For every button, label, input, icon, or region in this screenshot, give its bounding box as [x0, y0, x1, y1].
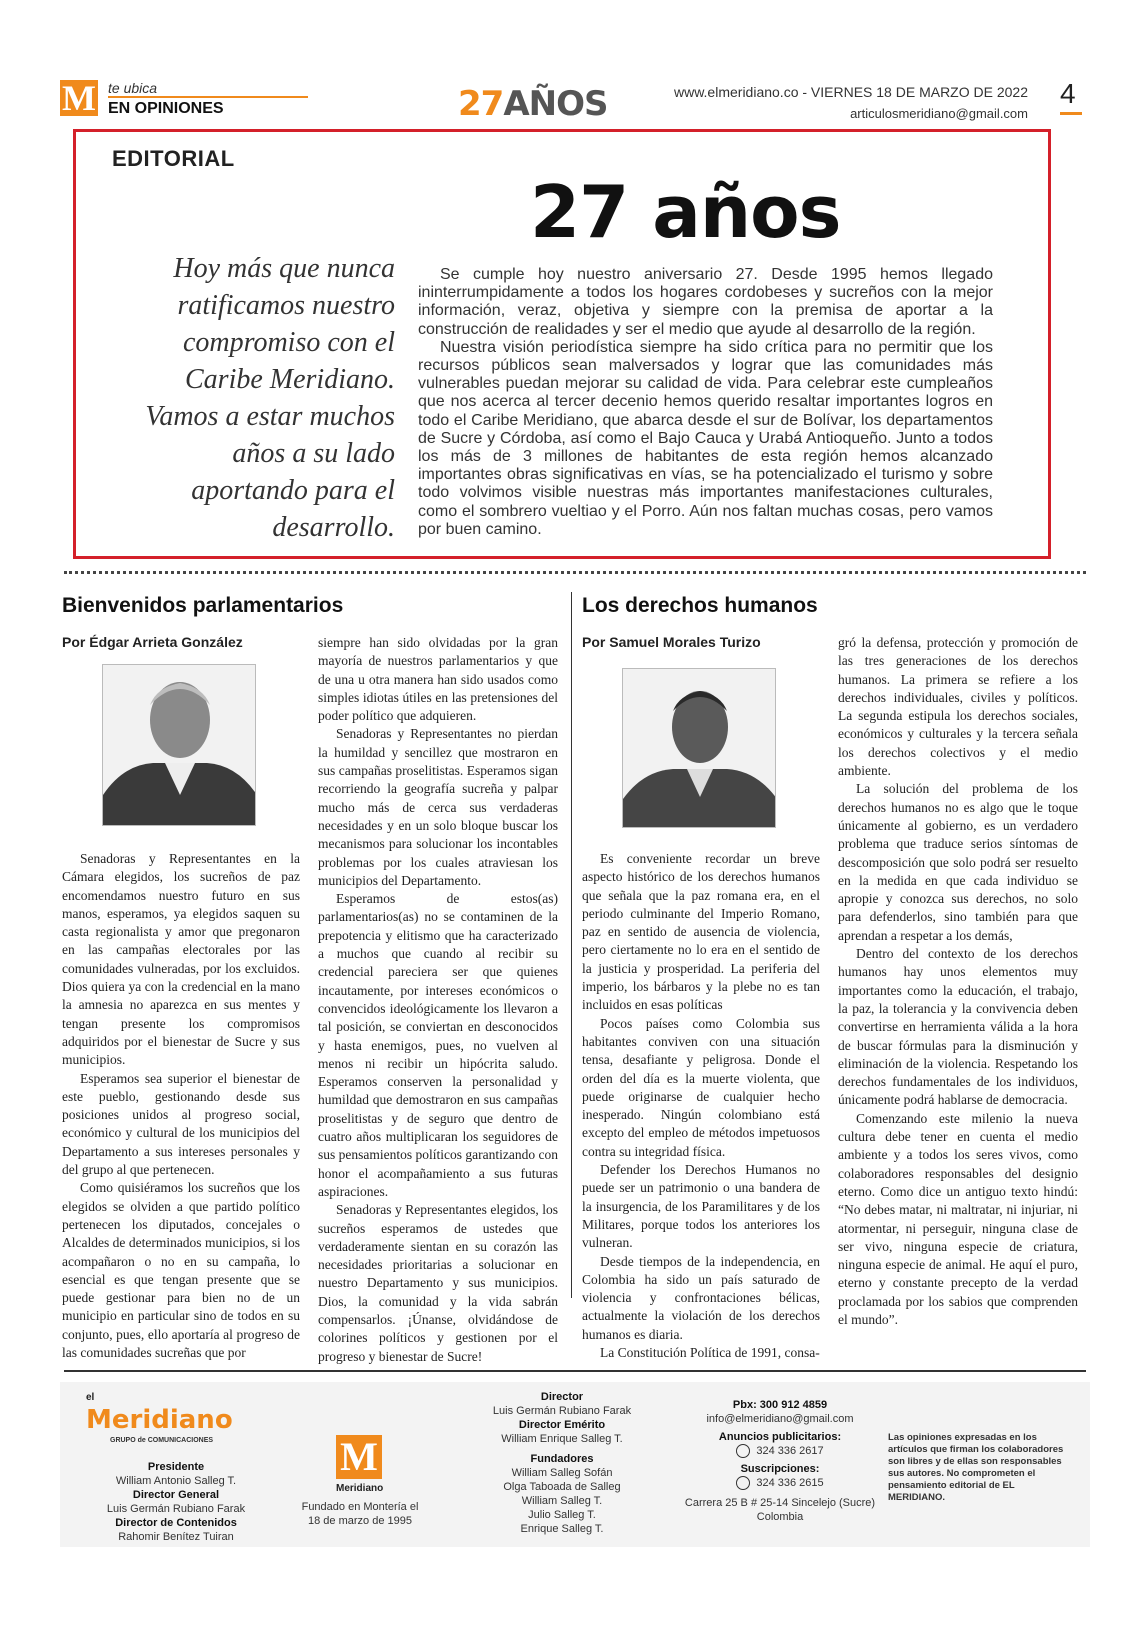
column-divider [571, 592, 572, 1298]
section-label: EN OPINIONES [108, 100, 224, 117]
staff-role: Presidente [147, 1461, 205, 1473]
article-paragraph: Como quisiéramos los sucreños que los elegidos se olviden a que partido político pertenecen los diputados, concejales o Alcaldes de determinados municipios, si los acompañaron o no en su campaña, lo esencial es que tengan presente que se puede gestionar para bien no de un municipio en particular sino de todos en su conjunto, pues, ello aportaría al progreso de las comunidades sucreñas que por [62, 1180, 300, 1361]
article-byline: Por Samuel Morales Turizo [582, 634, 761, 650]
staff-name: William Antonio Salleg T. [115, 1475, 237, 1487]
editorial-body [418, 266, 993, 539]
article-paragraph: Esperamos sea superior el bienestar de este pueblo, gestionando desde sus posiciones unidos al progreso social, económico y cultural de los municipios del Departamento a sus intereses personales y del grupo al que pertenecen. [62, 1070, 300, 1178]
subs-phone[interactable]: 324 336 2615 [756, 1477, 824, 1490]
header-rule [108, 96, 308, 98]
article-title: Los derechos humanos [582, 594, 818, 617]
founder-name: Olga Taboada de Salleg [503, 1481, 621, 1493]
page-number-rule [1060, 112, 1082, 115]
article-paragraph: Senadoras y Representantes en la Cámara elegidos, los sucreños de paz encomendamos nuestro futuro en sus manos, esperamos, ya elegidos saquen su casta regionalista y amor que pregonaron en las campañas electorales por las comunidades vulneradas, por los excluidos. Dios quiera ya con la credencial en la mano la amnesia no aparezca en sus mentes y tengan presente los compromisos adquiridos por el bienestar de Sucre y sus municipios. [62, 851, 300, 1068]
article-paragraph: Senadoras y Representantes no pierdan la humildad y sencillez que mostraron en sus campañas proselitistas. Esperamos sigan recorriendo la geografía sucreña y palpar mucho más de cerca sus verdaderas necesidades y en un solo bloque buscar los mecanismos para solucionar los incontables problemas por los cuales atraviesan los municipios del Departamento. [318, 726, 558, 888]
staff-role: Director General [132, 1489, 220, 1501]
anniversary-logo [458, 84, 608, 124]
footer-logo-subtitle: GRUPO de COMUNICACIONES [110, 1437, 214, 1444]
article-paragraph: Pocos países como Colombia sus habitantes conviven con una situación tensa, desafiante y peligrosa. Donde el orden del día es la muerte violenta, que puede originarse de cualquier hecho inesperado. Ningún colombiano está excepto del empleo de métodos impetuosos contra su integridad física. [582, 1015, 820, 1159]
founders-role: Fundadores [530, 1453, 594, 1465]
footer-staff-left [76, 1460, 276, 1544]
founder-name: Enrique Salleg T. [520, 1523, 604, 1535]
emeritus-role: Director Emérito [518, 1419, 606, 1431]
ads-label: Anuncios publicitarios: [718, 1431, 842, 1443]
subs-label: Suscripciones: [740, 1463, 820, 1476]
article-title: Bienvenidos parlamentarios [62, 594, 344, 617]
article-paragraph: Es conveniente recordar un breve aspecto histórico de los derechos humanos que señala que la paz romana era, en el periodo culminante del Imperio Romano, paz en sentido de ausencia de violencia, pero ciertamente no lo era en el sentido de la justicia y prosperidad. La periferia del imperio, los bárbaros y la plebe no es tan incluidos en esas políticas [582, 851, 820, 1013]
ads-phone[interactable]: 324 336 2617 [756, 1445, 824, 1457]
emeritus-name: William Enrique Salleg T. [501, 1433, 623, 1445]
contact-email[interactable]: articulosmeridiano@gmail.com [850, 106, 1028, 121]
article-paragraph: La solución del problema de los derechos humanos no es algo que le toque únicamente al gobierno, es un verdadero problema que traduce serios síntomas de descomposición que solo podrá ser resuelto en la medida en que cada individuo se apropie y conozca sus derechos, no solo para defenderlos, sino también para que aprendan a respetar a los demás, [838, 781, 1078, 943]
staff-name: Rahomir Benítez Tuiran [118, 1531, 234, 1543]
pbx-number[interactable]: Pbx: 300 912 4859 [732, 1399, 828, 1411]
editorial-paragraph: Se cumple hoy nuestro aniversario 27. Desde 1995 hemos llegado ininterrumpidamente a todos los hogares cordobeses y sucreños con la mejor información, veraz, objetiva y siempre con la premisa de aportar a la construcción de realidades y ser el medio que ayude al desarrollo de la región. [418, 266, 993, 338]
footer-logo-text: Meridiano [86, 1405, 233, 1435]
editorial-label: EDITORIAL [112, 146, 235, 171]
article-column [62, 850, 300, 1362]
article-paragraph: Defender los Derechos Humanos no puede ser un patrimonio o una bandera de la insurgencia, de los Paramilitares y de los Militares, porque todos los anteriores los vulneran. [582, 1162, 820, 1251]
footer-logo-article: el [86, 1392, 95, 1403]
article-column [582, 850, 820, 1362]
author-photo [102, 664, 256, 826]
footer-m-logo: M [336, 1435, 382, 1479]
footer-directors [472, 1390, 652, 1536]
article-paragraph: Comenzando este milenio la nueva cultura debe tener en cuenta el medio ambiente y a todos los seres vivos, como colaboradores responsables del designio eterno. Como dice un antiguo texto hindú: “No debes matar, ni maltratar, ni injuriar, ni atormentar, ni perseguir, ninguna clase de ser vivo, ninguna especie de criatura, ninguna especie de animal. He aquí el puro, eterno y constante precepto de la verdad proclamada por los sabios que comprenden el mundo”. [838, 1110, 1078, 1327]
article-paragraph: Senadoras y Representantes elegidos, los sucreños esperamos de ustedes que verdaderamente sientan en su corazón las necesidades prioritarias a solucionar en nuestro Departamento y sus municipios. Dios, la comunidad y la vida sabrán compensarlos. ¡Únanse, olvidándose de colorines políticos y gestionen por el progreso y bienestar de Sucre! [318, 1202, 558, 1364]
meridiano-logo: M [60, 80, 98, 116]
article-paragraph: Esperamos de estos(as) parlamentarios(as) no se contaminen de la prepotencia y elitismo que ha caracterizado a muchos que cuando al recibir su credencial pareciera ser que quienes incautamente, por intereses económicos o convencidos ideológicamente los llevaron a tal posición, se conviertan en desconocidos y hasta enemigos, pues, no vuelven al menos ni recibir un hipócrita saludo. Esperamos conserven la personalidad y humildad que demostraron en sus campañas proselitistas y de seguro que dentro de cuatro años multiplicaran los seguidores de sus pensamientos políticos garantizando con honor el acompañamiento a sus futuras aspiraciones. [318, 891, 558, 1199]
article-paragraph: Dentro del contexto de los derechos humanos hay unos elementos muy importantes como la educación, el trabajo, la paz, la tolerancia y la convivencia deben convertirse en herramienta válida a la hora de buscar fórmulas para la disminución y eliminación de la violencia. Respetando los derechos fundamentales de los individuos, únicamente podrá hablarse de democracia. [838, 946, 1078, 1108]
author-photo [622, 668, 776, 828]
founded-note: Fundado en Montería el 18 de marzo de 1995 [301, 1501, 419, 1527]
anniversary-number: 27 [458, 84, 504, 124]
article-paragraph: gró la defensa, protección y promoción de las tres generaciones de los derechos humanos. La primera se refiere a los derechos individuales, civiles y políticos. La segunda estipula los derechos sociales, económicos y culturales y la tercera señala los derechos colectivos y el medio ambiente. [838, 635, 1078, 779]
footer-m-logo-name: Meridiano [336, 1483, 384, 1494]
address: Carrera 25 B # 25-14 Sincelejo (Sucre) Colombia [684, 1497, 876, 1524]
info-email[interactable]: info@elmeridiano@gmail.com [706, 1413, 854, 1425]
page-number: 4 [1060, 78, 1076, 109]
article-paragraph: Desde tiempos de la independencia, en Colombia ha sido un país saturado de violencia y confrontaciones bélicas, actualmente la violación de los derechos humanos es diaria. [582, 1253, 820, 1342]
director-role: Director [540, 1391, 584, 1403]
editorial-title: 27 años [530, 170, 841, 254]
article-paragraph: siempre han sido olvidadas por la gran mayoría de nuestros parlamentarios y que de una u otra manera han sido usados como simples idiotas útiles en las pretensiones del poder político que adquieren. [318, 635, 558, 724]
dotted-divider [64, 571, 1086, 574]
footer-rule [64, 1370, 1086, 1372]
article-byline: Por Édgar Arrieta González [62, 634, 243, 650]
article-column [318, 634, 558, 1366]
footer-contact [680, 1398, 880, 1524]
anniversary-word: AÑOS [503, 84, 608, 124]
staff-role: Director de Contenidos [115, 1517, 237, 1529]
whatsapp-icon [736, 1476, 750, 1490]
whatsapp-icon [736, 1444, 750, 1458]
author-portrait-icon [623, 669, 776, 828]
site-date[interactable]: www.elmeridiano.co - VIERNES 18 DE MARZO DE 2022 [673, 84, 1028, 100]
founder-name: Julio Salleg T. [528, 1509, 596, 1521]
article-paragraph: La Constitución Política de 1991, consa- [600, 1345, 820, 1361]
footer-logo [86, 1405, 233, 1435]
founder-name: William Salleg T. [521, 1495, 603, 1507]
founder-name: William Salleg Sofán [511, 1467, 613, 1479]
tagline: te ubica [108, 80, 158, 96]
staff-name: Luis Germán Rubiano Farak [106, 1503, 246, 1515]
director-name: Luis Germán Rubiano Farak [492, 1405, 632, 1417]
editorial-paragraph: Nuestra visión periodística siempre ha sido crítica para no permitir que los recursos públicos sean malversados y lograr que las comunidades más vulnerables puedan mejorar su calidad de vida. Para celebrar este cumpleaños que nos acerca al tercer decenio hemos querido resaltar importantes logros en todo el Caribe Meridiano, que abarca desde el sur de Bolívar, los departamentos de Sucre y Córdoba, así como el Bajo Cauca y Urabá Antioqueño. Junto a todos los más de 3 millones de habitantes de esta región hemos alcanzado importantes obras significativas en vías, se ha potencializado el turismo y sobre todo volvimos visible nuestras más importantes manifestaciones culturales, como el sombrero vueltiao y el Porro. Aún nos faltan muchas cosas, pero vamos por buen camino. [418, 338, 993, 538]
editorial-pullquote: Hoy más que nunca ratificamos nuestro compromiso con el Caribe Meridiano. Vamos a estar muchos años a su lado aportando para el desarrollo. [145, 253, 395, 543]
author-portrait-icon [103, 665, 256, 826]
article-column [838, 634, 1078, 1329]
disclaimer: Las opiniones expresadas en los artículos que firman los colaboradores son libres y de ellas son responsables sus autores. No comprometen el pensamiento editorial de EL MERIDIANO. [888, 1432, 1064, 1503]
